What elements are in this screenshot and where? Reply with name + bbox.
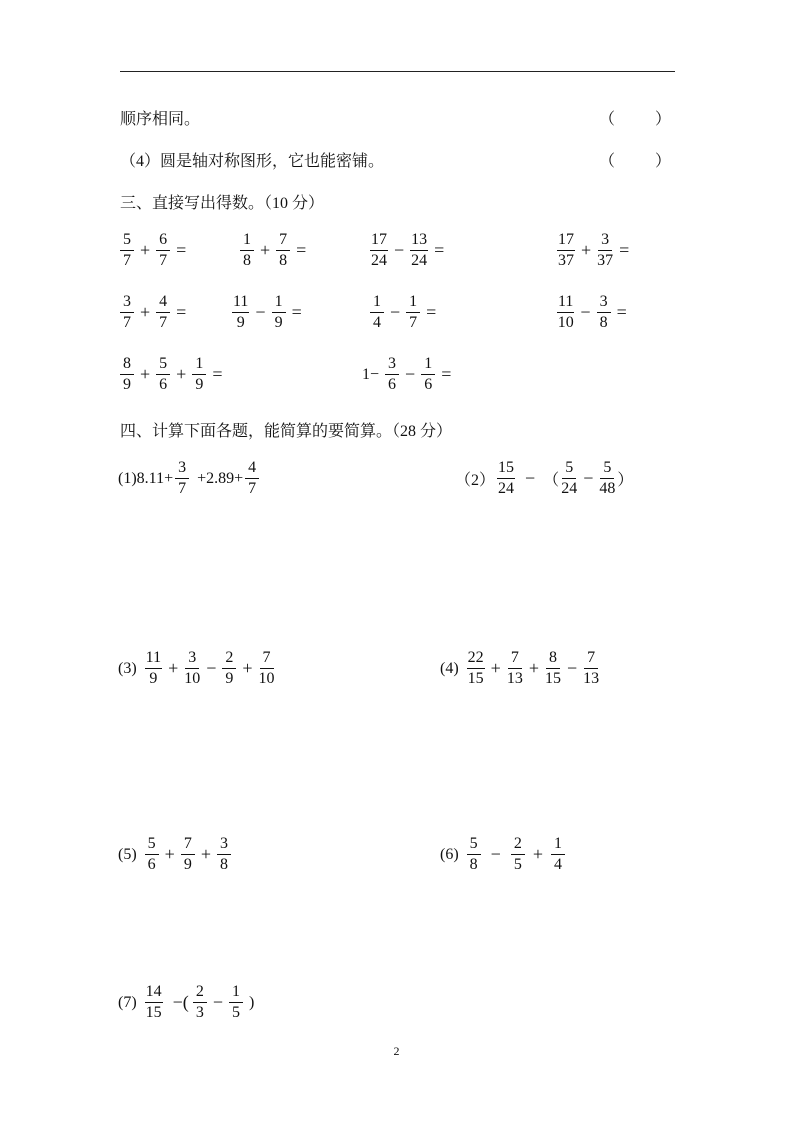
denominator: 8 <box>469 856 478 873</box>
fraction <box>370 232 388 269</box>
problem-2 <box>455 460 633 497</box>
fraction <box>557 294 574 331</box>
quick-calc-3 <box>368 232 448 269</box>
numerator: 1 <box>272 294 286 313</box>
operator: − <box>390 302 401 322</box>
problem-1 <box>118 460 261 497</box>
operator: − <box>583 468 594 488</box>
fraction <box>145 984 163 1021</box>
fraction <box>240 232 254 269</box>
numerator: 7 <box>508 650 522 669</box>
fraction <box>410 232 428 269</box>
numerator: 3 <box>175 460 189 479</box>
numerator: 11 <box>557 294 574 313</box>
denominator: 48 <box>599 480 616 497</box>
fraction <box>406 294 420 331</box>
numerator: 5 <box>120 232 134 251</box>
expression-text: ） <box>617 472 634 489</box>
problem-3 <box>118 650 277 687</box>
fraction <box>245 460 259 497</box>
operator: + <box>260 240 271 260</box>
numerator: 7 <box>584 650 598 669</box>
denominator: 3 <box>195 1004 204 1021</box>
denominator: 24 <box>498 480 515 497</box>
expression-text: (5) <box>118 845 137 863</box>
denominator: 8 <box>243 252 251 269</box>
numerator: 1 <box>240 232 254 251</box>
operator: + <box>140 240 151 260</box>
fraction <box>192 356 206 393</box>
denominator: 24 <box>411 252 428 269</box>
quick-calc-7 <box>368 294 440 331</box>
operator: = <box>426 302 437 322</box>
denominator: 7 <box>178 480 187 497</box>
problem-7 <box>118 984 254 1021</box>
denominator: 13 <box>506 670 523 687</box>
operator: − <box>566 658 578 678</box>
fraction <box>597 232 613 269</box>
text-line-1 <box>120 106 200 129</box>
numerator: 3 <box>120 294 134 313</box>
numerator: 17 <box>557 232 575 251</box>
fraction <box>145 650 162 687</box>
fraction <box>583 650 599 687</box>
numerator: 7 <box>181 836 195 855</box>
expression-text: (3) <box>118 659 137 677</box>
numerator: 8 <box>120 356 134 375</box>
problem-6 <box>440 836 567 873</box>
operator: = <box>176 302 187 322</box>
line-2-text: （4）圆是轴对称图形，它也能密铺。 <box>120 153 385 170</box>
denominator: 7 <box>123 314 131 331</box>
expression-text: （ <box>543 472 560 489</box>
fraction <box>156 356 170 393</box>
fraction <box>421 356 435 393</box>
fraction <box>145 836 159 873</box>
operator: = <box>616 302 627 322</box>
operator: = <box>296 240 307 260</box>
numerator: 5 <box>467 836 481 855</box>
fraction <box>467 836 481 873</box>
denominator: 24 <box>371 252 387 269</box>
operator: = <box>212 364 223 384</box>
quick-calc-9 <box>118 356 226 393</box>
expression-text: （2） <box>455 472 496 489</box>
denominator: 5 <box>231 1004 240 1021</box>
denominator: 6 <box>159 376 168 393</box>
fraction <box>232 294 249 331</box>
fraction <box>597 294 611 331</box>
fraction <box>551 836 565 873</box>
answer-bracket-1[interactable] <box>599 106 671 129</box>
numerator: 1 <box>192 356 206 375</box>
denominator: 13 <box>583 670 600 687</box>
fraction <box>175 460 189 497</box>
operator: −( <box>172 992 189 1012</box>
fraction <box>181 836 195 873</box>
denominator: 8 <box>219 856 228 873</box>
denominator: 37 <box>558 252 574 269</box>
numerator: 7 <box>260 650 274 669</box>
numerator: 3 <box>185 650 199 669</box>
denominator: 6 <box>147 856 156 873</box>
denominator: 9 <box>195 376 204 393</box>
numerator: 22 <box>467 650 485 669</box>
fraction <box>222 650 236 687</box>
numerator: 11 <box>145 650 162 669</box>
denominator: 7 <box>248 480 257 497</box>
operator: + <box>140 302 151 322</box>
denominator: 9 <box>225 670 234 687</box>
fraction <box>497 460 515 497</box>
expression-text: (6) <box>440 845 459 863</box>
bracket-open: （ <box>598 111 615 128</box>
quick-calc-1 <box>118 232 190 269</box>
fraction <box>561 460 577 497</box>
numerator: 3 <box>385 356 399 375</box>
section-3-title-text: 三、直接写出得数。（10 分） <box>120 195 325 212</box>
numerator: 7 <box>276 232 290 251</box>
operator: + <box>140 364 151 384</box>
fraction <box>370 294 384 331</box>
section-4-title-text: 四、计算下面各题，能简算的要简算。（28 分） <box>120 423 453 440</box>
denominator: 15 <box>145 1004 162 1021</box>
operator: − <box>405 364 416 384</box>
numerator: 5 <box>562 460 576 479</box>
quick-calc-4 <box>555 232 633 269</box>
expression-text: 1− <box>362 365 380 383</box>
line-1-text: 顺序相同。 <box>120 111 201 128</box>
denominator: 4 <box>373 314 381 331</box>
expression-text: +2.89+ <box>197 469 244 487</box>
numerator: 3 <box>217 836 231 855</box>
denominator: 6 <box>424 376 433 393</box>
fraction <box>120 356 134 393</box>
denominator: 7 <box>159 252 168 269</box>
fraction <box>599 460 615 497</box>
denominator: 9 <box>236 314 245 331</box>
fraction <box>120 294 134 331</box>
operator: + <box>168 658 179 678</box>
denominator: 5 <box>513 856 522 873</box>
numerator: 3 <box>598 232 612 251</box>
operator: + <box>242 658 253 678</box>
expression-text: (4) <box>440 659 459 677</box>
denominator: 8 <box>279 252 288 269</box>
denominator: 15 <box>467 670 484 687</box>
operator: + <box>532 844 543 864</box>
numerator: 5 <box>145 836 159 855</box>
numerator: 3 <box>597 294 611 313</box>
problem-5 <box>118 836 233 873</box>
numerator: 2 <box>222 650 236 669</box>
numerator: 2 <box>511 836 525 855</box>
bracket-close: ） <box>654 111 671 128</box>
page-number: 2 <box>393 1044 400 1058</box>
fraction <box>193 984 207 1021</box>
operator: = <box>434 240 445 260</box>
problem-4 <box>440 650 601 687</box>
denominator: 4 <box>553 856 562 873</box>
fraction <box>272 294 286 331</box>
numerator: 1 <box>421 356 435 375</box>
denominator: 15 <box>544 670 561 687</box>
expression-text: ) <box>248 993 255 1011</box>
denominator: 7 <box>123 252 131 269</box>
denominator: 9 <box>183 856 192 873</box>
numerator: 1 <box>229 984 243 1003</box>
numerator: 17 <box>370 232 388 251</box>
denominator: 24 <box>561 480 578 497</box>
denominator: 10 <box>258 670 275 687</box>
denominator: 10 <box>184 670 201 687</box>
numerator: 5 <box>156 356 170 375</box>
denominator: 8 <box>599 314 608 331</box>
denominator: 7 <box>159 314 168 331</box>
fraction <box>545 650 561 687</box>
fraction <box>120 232 134 269</box>
expression-text: (7) <box>118 993 137 1011</box>
operator: = <box>291 302 302 322</box>
fraction <box>156 294 170 331</box>
fraction <box>557 232 575 269</box>
operator: + <box>490 658 501 678</box>
operator: + <box>581 240 592 260</box>
quick-calc-6 <box>230 294 306 331</box>
operator: − <box>525 468 536 488</box>
operator: + <box>200 844 211 864</box>
quick-calc-8 <box>555 294 631 331</box>
denominator: 7 <box>409 314 418 331</box>
quick-calc-5 <box>118 294 190 331</box>
numerator: 1 <box>551 836 565 855</box>
fraction <box>229 984 243 1021</box>
fraction <box>217 836 231 873</box>
operator: − <box>394 240 405 260</box>
fraction <box>184 650 200 687</box>
numerator: 15 <box>497 460 515 479</box>
section-3-title <box>120 190 324 213</box>
expression-text: (1)8.11+ <box>118 469 174 487</box>
fraction <box>511 836 525 873</box>
text-line-2 <box>120 148 384 171</box>
denominator: 37 <box>597 252 614 269</box>
denominator: 9 <box>123 376 131 393</box>
fraction <box>276 232 290 269</box>
quick-calc-10 <box>362 356 455 393</box>
operator: − <box>490 844 501 864</box>
operator: + <box>176 364 187 384</box>
fraction <box>507 650 523 687</box>
operator: + <box>528 658 539 678</box>
numerator: 11 <box>232 294 249 313</box>
operator: = <box>441 364 452 384</box>
section-4-title <box>120 418 452 441</box>
operator: = <box>176 240 187 260</box>
operator: − <box>580 302 591 322</box>
numerator: 8 <box>546 650 560 669</box>
operator: + <box>164 844 175 864</box>
numerator: 1 <box>370 294 384 313</box>
numerator: 6 <box>156 232 170 251</box>
bracket-close: ） <box>654 153 671 170</box>
numerator: 2 <box>193 984 207 1003</box>
fraction <box>259 650 275 687</box>
denominator: 9 <box>274 314 283 331</box>
numerator: 14 <box>145 984 163 1003</box>
fraction <box>156 232 170 269</box>
bracket-open: （ <box>598 153 615 170</box>
fraction <box>467 650 485 687</box>
denominator: 10 <box>557 314 574 331</box>
denominator: 6 <box>388 376 397 393</box>
fraction <box>385 356 399 393</box>
operator: − <box>255 302 266 322</box>
denominator: 9 <box>149 670 158 687</box>
header-rule <box>120 71 675 72</box>
answer-bracket-2[interactable] <box>599 148 671 171</box>
numerator: 4 <box>156 294 170 313</box>
numerator: 5 <box>600 460 614 479</box>
operator: − <box>206 658 217 678</box>
operator: = <box>619 240 630 260</box>
quick-calc-2 <box>238 232 310 269</box>
numerator: 1 <box>406 294 420 313</box>
operator: − <box>212 992 223 1012</box>
numerator: 13 <box>410 232 428 251</box>
numerator: 4 <box>245 460 259 479</box>
